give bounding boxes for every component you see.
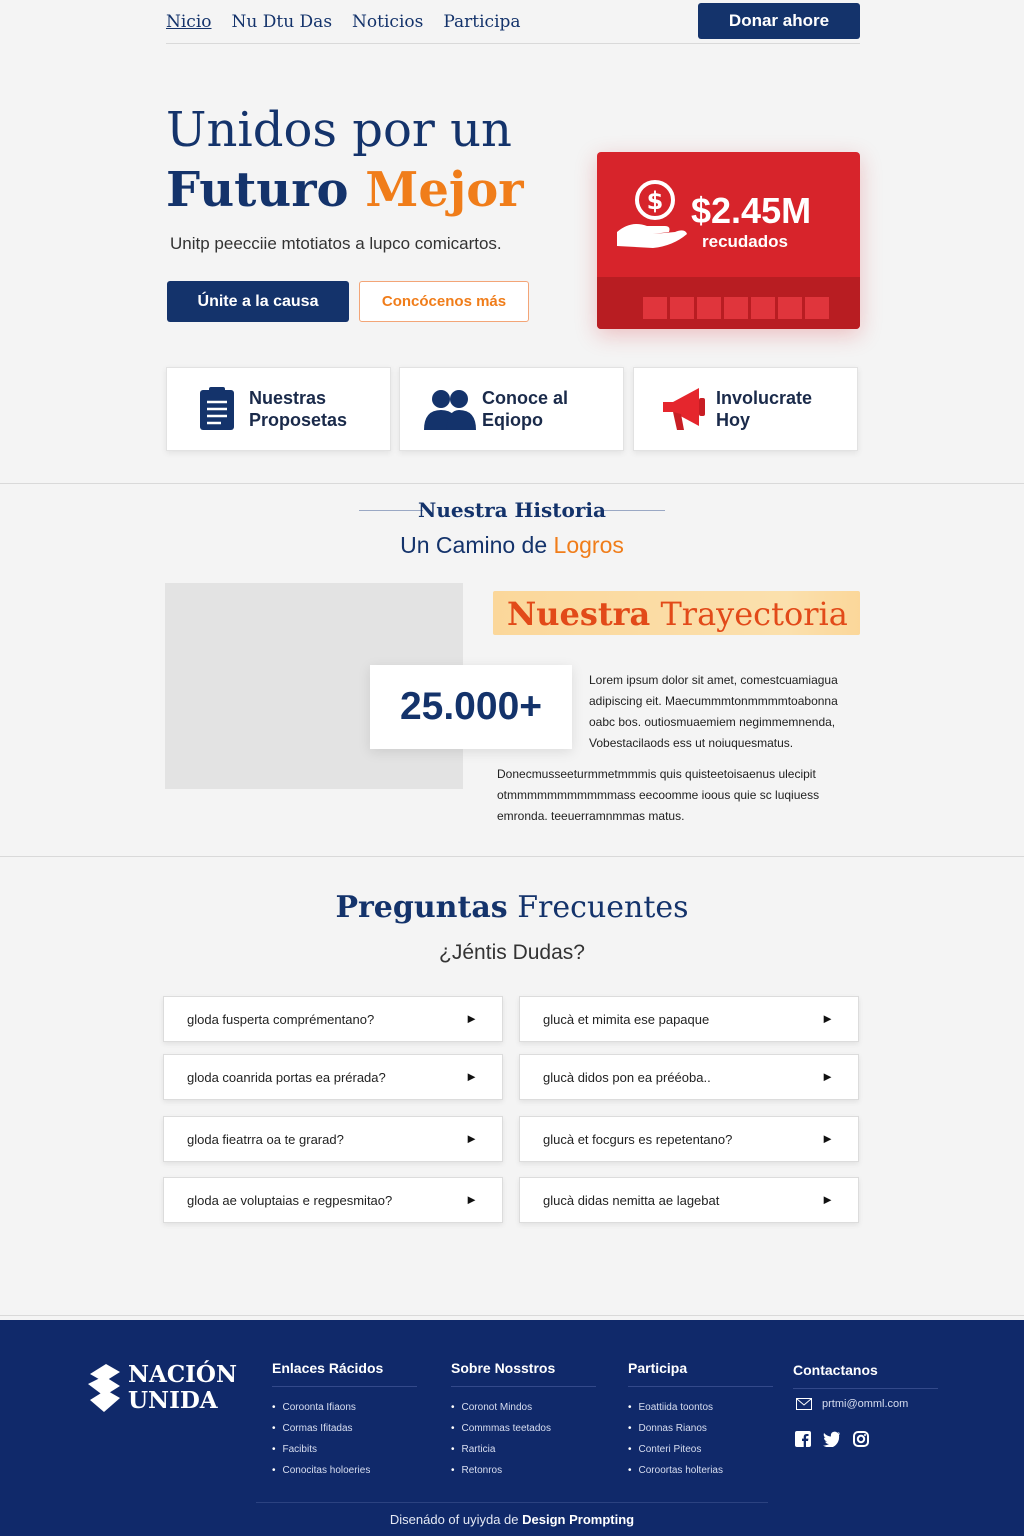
- hero-title-word-mejor: Mejor: [365, 162, 524, 218]
- footer-column-participa: [628, 1360, 773, 1481]
- section-divider: [0, 1315, 1024, 1316]
- contact-email-row[interactable]: [796, 1398, 908, 1410]
- faq-question: gloda ae voluptaias e regpesmitao?: [187, 1192, 393, 1208]
- donation-hand-icon: [613, 176, 689, 257]
- footer-link[interactable]: • Coronot Mindos: [451, 1397, 596, 1418]
- chevron-right-icon: ►: [821, 1192, 834, 1207]
- faq-question: gloda fusperta comprémentano?: [187, 1011, 375, 1027]
- chevron-right-icon: ►: [465, 1192, 478, 1207]
- chevron-right-icon: ►: [465, 1011, 478, 1026]
- faq-title-a: Preguntas: [335, 890, 508, 925]
- footer-link[interactable]: • Coroortas holterias: [628, 1460, 773, 1481]
- faq-item[interactable]: [519, 1177, 859, 1223]
- chevron-right-icon: ►: [465, 1131, 478, 1146]
- footer-link[interactable]: • Donnas Rianos: [628, 1418, 773, 1439]
- chevron-right-icon: ►: [821, 1069, 834, 1084]
- donate-button[interactable]: Donar ahore: [698, 3, 860, 39]
- feature-card-proposals[interactable]: [166, 367, 391, 451]
- footer-link[interactable]: • Conocitas holoeries: [272, 1460, 417, 1481]
- instagram-icon[interactable]: [853, 1431, 869, 1447]
- svg-text:$: $: [646, 187, 664, 215]
- hero-subtitle: Unitp peecciie mtotiatos a lupco comicartos.: [170, 234, 502, 253]
- section-divider: [0, 856, 1024, 857]
- footer-logo[interactable]: [86, 1362, 237, 1414]
- footer-link[interactable]: • Commmas teetados: [451, 1418, 596, 1439]
- faq-title-b: Frecuentes: [517, 890, 689, 925]
- faq-item[interactable]: [519, 996, 859, 1042]
- history-subtitle-b: Logros: [553, 532, 624, 558]
- footer-column-contact: [793, 1362, 938, 1389]
- feature-label-involve: Involucrate Hoy: [716, 388, 813, 430]
- join-cause-button[interactable]: Únite a la causa: [167, 281, 349, 322]
- faq-item[interactable]: [519, 1054, 859, 1100]
- footer-column-about: [451, 1360, 596, 1481]
- footer-link[interactable]: • Conteri Piteos: [628, 1439, 773, 1460]
- social-links: [795, 1431, 869, 1447]
- feature-card-involve[interactable]: [633, 367, 858, 451]
- faq-item[interactable]: [519, 1116, 859, 1162]
- footer-link[interactable]: • Coroonta Ifiaons: [272, 1397, 417, 1418]
- nav-item-participa[interactable]: Participa: [443, 11, 521, 32]
- footer-link[interactable]: • Cormas Ifitadas: [272, 1418, 417, 1439]
- faq-item[interactable]: [163, 996, 503, 1042]
- chevron-right-icon: ►: [821, 1011, 834, 1026]
- top-navigation: [166, 0, 860, 44]
- footer-link[interactable]: • Eoattiida toontos: [628, 1397, 773, 1418]
- footer-column-title: Sobre Nosstros: [451, 1360, 596, 1387]
- footer-column-title: Participa: [628, 1360, 773, 1387]
- trajectory-heading: [493, 591, 860, 635]
- mail-icon: [796, 1398, 812, 1410]
- credits-text: Disenádo of uyiyda de: [389, 1512, 519, 1527]
- feature-label-proposals: Nuestras Proposetas: [249, 388, 348, 430]
- megaphone-icon: [654, 386, 714, 432]
- twitter-icon[interactable]: [823, 1431, 841, 1447]
- contact-email: prtmi@omml.com: [822, 1398, 909, 1410]
- history-subtitle-a: Un Camino de: [400, 532, 548, 558]
- chevron-right-icon: ►: [821, 1131, 834, 1146]
- logo-mark-icon: [86, 1362, 124, 1414]
- nav-item-inicio[interactable]: Nicio: [166, 11, 212, 32]
- footer-column-quick-links: [272, 1360, 417, 1481]
- footer-credits: [0, 1512, 1024, 1527]
- section-divider: [0, 483, 1024, 484]
- faq-question: glucà didos pon ea prééoba..: [543, 1069, 711, 1085]
- stat-counter: 25.000+: [370, 665, 572, 749]
- team-icon: [420, 388, 480, 430]
- faq-item[interactable]: [163, 1177, 503, 1223]
- fundraising-amount: $2.45M: [691, 190, 812, 231]
- document-icon: [187, 387, 247, 431]
- history-paragraph-2: Donecmusseeturmmetmmmis quis quisteetoisaenus ulecipit otmmmmmmmmmmmass eecoomme ioous quie sc luqiuess emronda. teeuerramnmmas matus.: [497, 767, 820, 823]
- faq-item[interactable]: [163, 1054, 503, 1100]
- feature-label-team: Conoce al Eqiopo: [482, 388, 569, 430]
- footer-column-title: Contactanos: [793, 1362, 938, 1389]
- footer-link[interactable]: • Facibits: [272, 1439, 417, 1460]
- hero-title-line1: Unidos por un: [166, 102, 512, 158]
- credits-brand[interactable]: Design Prompting: [522, 1512, 635, 1527]
- footer-link[interactable]: • Rarticia: [451, 1439, 596, 1460]
- hero-title-word-futuro: Futuro: [166, 162, 349, 218]
- trajectory-heading-b: Trayectoria: [660, 595, 848, 633]
- footer-link[interactable]: • Retonros: [451, 1460, 596, 1481]
- chevron-right-icon: ►: [465, 1069, 478, 1084]
- faq-title: [0, 890, 1024, 925]
- faq-question: glucà et mimita ese papaque: [543, 1011, 710, 1027]
- facebook-icon[interactable]: [795, 1431, 811, 1447]
- footer-divider: [256, 1502, 768, 1503]
- nav-item-nosotros[interactable]: Nu Dtu Das: [231, 11, 333, 32]
- footer: [0, 1320, 1024, 1536]
- hero-title-line2: [166, 160, 524, 220]
- faq-question: gloda coanrida portas ea prérada?: [187, 1069, 386, 1085]
- history-paragraph-1: Lorem ipsum dolor sit amet, comestcuamiagua adipiscing eit. Maecummmtonmmmmtoabonna oabc bos. outiosmuaemiem negimmemnenda, Vobestacilaods ess ut noiuquesmatus.: [589, 673, 838, 750]
- faq-question: gloda fieatrra oa te grarad?: [187, 1131, 344, 1147]
- faq-subtitle: ¿Jéntis Dudas?: [439, 941, 585, 964]
- nav-item-noticias[interactable]: Noticios: [352, 11, 424, 32]
- hero-title: [166, 100, 524, 220]
- trajectory-heading-a: Nuestra: [507, 595, 651, 633]
- footer-column-title: Enlaces Rácidos: [272, 1360, 417, 1387]
- faq-item[interactable]: [163, 1116, 503, 1162]
- learn-more-button[interactable]: Concócenos más: [359, 281, 529, 322]
- fundraising-card: [597, 152, 860, 329]
- history-subtitle: [0, 532, 1024, 559]
- faq-question: glucà et focgurs es repetentano?: [543, 1131, 733, 1147]
- fundraising-progress-blocks: [643, 297, 829, 319]
- feature-card-team[interactable]: [399, 367, 624, 451]
- faq-question: glucà didas nemitta ae lagebat: [543, 1192, 720, 1208]
- fundraising-label: recudados: [702, 232, 788, 251]
- logo-text: NACIÓN UNIDA: [128, 1361, 237, 1414]
- history-kicker: Nuestra Historia: [418, 498, 606, 522]
